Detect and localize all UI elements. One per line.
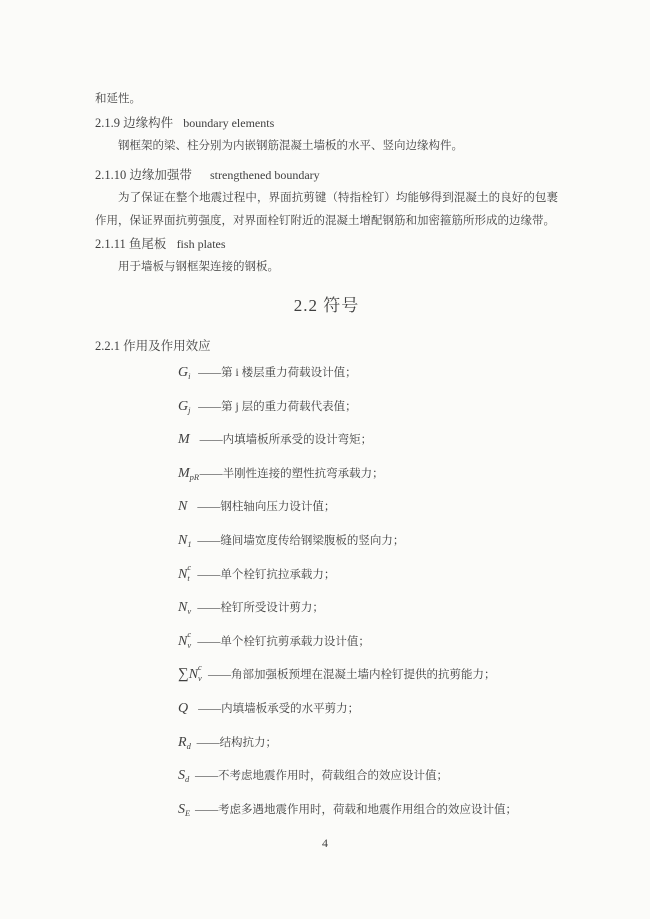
- subsection-heading: 2.2.1 作用及作用效应: [95, 339, 211, 353]
- section-term-en: fish plates: [176, 237, 226, 251]
- symbol-row: [178, 429, 558, 463]
- symbol-row: [178, 628, 558, 665]
- symbol-definition: ——栓钉所受设计剪力；: [197, 602, 324, 615]
- paragraph-continuation: 和延性。: [95, 93, 141, 105]
- section-body: 用于墙板与钢框架连接的钢板。: [118, 261, 279, 273]
- symbol-term: S E: [178, 801, 191, 818]
- symbol-row: [178, 799, 558, 833]
- symbol-term: ∑N c v: [178, 662, 202, 684]
- symbol-term: Q: [178, 700, 189, 716]
- symbol-row: [178, 597, 558, 631]
- section-term-zh: 边缘加强带: [129, 168, 192, 182]
- symbol-term: M pR: [178, 465, 200, 482]
- symbol-row: [178, 732, 558, 766]
- symbol-row: [178, 362, 558, 396]
- section-id: 2.1.9: [95, 116, 120, 130]
- section-term-zh: 鱼尾板: [128, 237, 167, 251]
- symbol-definition: ——第 j 层的重力荷载代表值；: [198, 400, 357, 413]
- symbol-term: M: [178, 432, 190, 448]
- symbol-term: S d: [178, 768, 190, 785]
- symbol-term: N: [178, 499, 188, 515]
- symbol-row: [178, 496, 558, 530]
- symbol-definition: ——单个栓钉抗拉承载力；: [197, 568, 336, 581]
- symbol-term: N c t: [178, 561, 192, 583]
- symbol-definition: ——考虑多遇地震作用时，荷载和地震作用组合的效应设计值；: [195, 803, 517, 816]
- symbol-list: [178, 362, 558, 832]
- symbol-row: [178, 396, 558, 430]
- symbol-definition: ——角部加强板预埋在混凝土墙内栓钉提供的抗剪能力；: [208, 669, 496, 682]
- symbol-term: G i: [178, 365, 191, 381]
- symbol-definition: ——结构抗力；: [196, 736, 278, 749]
- symbol-term: G j: [178, 398, 191, 415]
- symbol-row: [178, 463, 558, 497]
- symbol-row: [178, 561, 558, 598]
- section-heading-2-1-11: [95, 233, 558, 256]
- symbol-definition: ——缝间墙宽度传给钢梁腹板的竖向力；: [197, 534, 405, 547]
- section-body: 钢框架的梁、柱分别为内嵌钢筋混凝土墙板的水平、竖向边缘构件。: [118, 140, 463, 152]
- symbol-term: N c v: [178, 628, 192, 650]
- symbol-term: N v: [178, 600, 192, 617]
- section-heading-2-1-9: [95, 112, 558, 135]
- section-term-zh: 边缘构件: [123, 116, 174, 130]
- symbol-row: [178, 698, 558, 732]
- symbol-term: R d: [178, 734, 191, 751]
- symbol-definition: ——内填墙板所承受的设计弯矩；: [199, 434, 373, 447]
- section-heading-2-1-10: [95, 164, 558, 187]
- sigma-symbol: ∑: [178, 666, 189, 683]
- section-body: 为了保证在整个地震过程中，界面抗剪键（特指栓钉）均能够得到混凝土的良好的包裹作用，保证界面抗剪强度，对界面栓钉附近的混凝土增配钢筋和加密箍筋所形成的边缘带。: [95, 192, 558, 227]
- symbol-row: [178, 530, 558, 564]
- symbol-definition: ——内填墙板承受的水平剪力；: [198, 702, 360, 715]
- symbol-definition: ——不考虑地震作用时，荷载组合的效应设计值；: [195, 770, 448, 783]
- page-number: 4: [322, 836, 328, 850]
- symbol-definition: ——第 i 楼层重力荷载设计值；: [198, 367, 357, 379]
- symbol-row: [178, 664, 558, 698]
- symbol-definition: ——单个栓钉抗剪承载力设计值；: [197, 635, 370, 648]
- section-id: 2.1.10: [95, 168, 127, 182]
- symbol-term: N 1: [178, 532, 192, 549]
- section-term-en: strengthened boundary: [210, 168, 320, 182]
- section-id: 2.1.11: [95, 237, 126, 251]
- page-content: [95, 88, 558, 832]
- section-term-en: boundary elements: [183, 116, 275, 130]
- symbol-definition: ——钢柱轴向压力设计值；: [197, 501, 336, 514]
- symbol-row: [178, 765, 558, 799]
- chapter-heading: 2.2 符号: [293, 296, 360, 315]
- symbol-definition: ——半刚性连接的塑性抗弯承载力；: [199, 467, 384, 480]
